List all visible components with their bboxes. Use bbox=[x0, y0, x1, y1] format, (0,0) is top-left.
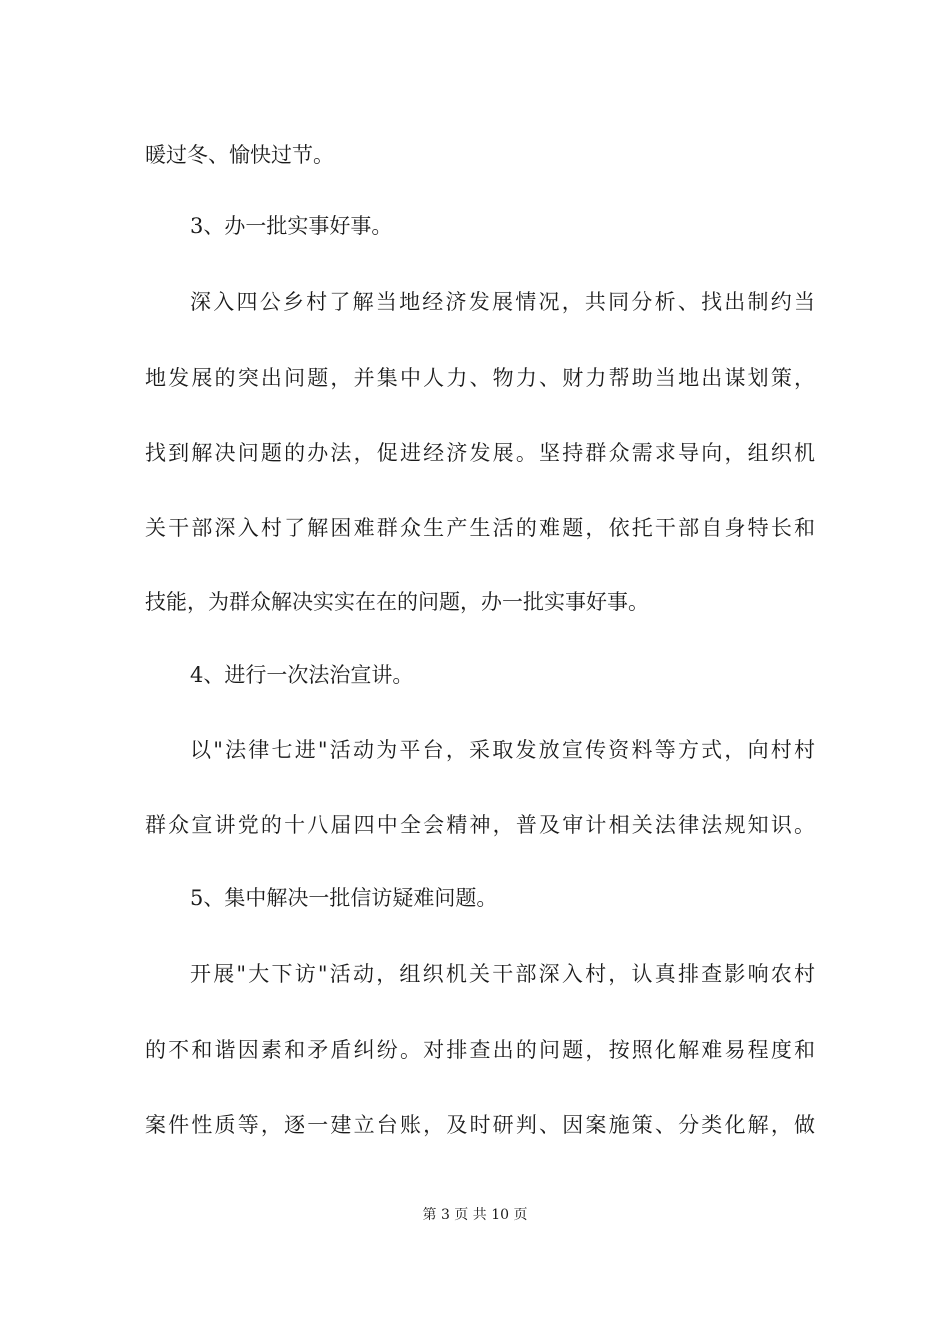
section-heading: 3、办一批实事好事。 bbox=[190, 214, 393, 238]
text-line: 关干部深入村了解困难群众生产生活的难题，依托干部自身特长和 bbox=[145, 516, 815, 540]
text-line: 案件性质等，逐一建立台账，及时研判、因案施策、分类化解，做 bbox=[145, 1113, 815, 1137]
text-line: 深入四公乡村了解当地经济发展情况，共同分析、找出制约当 bbox=[190, 290, 815, 314]
text-line: 技能，为群众解决实实在在的问题，办一批实事好事。 bbox=[145, 590, 649, 614]
text-line: 地发展的突出问题，并集中人力、物力、财力帮助当地出谋划策， bbox=[145, 366, 815, 390]
page-number-footer: 第 3 页 共 10 页 bbox=[422, 1207, 528, 1223]
text-line: 暖过冬、愉快过节。 bbox=[145, 143, 334, 167]
text-line: 找到解决问题的办法，促进经济发展。坚持群众需求导向，组织机 bbox=[145, 441, 815, 465]
text-line: 群众宣讲党的十八届四中全会精神，普及审计相关法律法规知识。 bbox=[145, 813, 815, 837]
text-line: 以"法律七进"活动为平台，采取发放宣传资料等方式，向村村 bbox=[190, 738, 815, 762]
text-line: 开展"大下访"活动，组织机关干部深入村，认真排查影响农村 bbox=[190, 962, 815, 986]
section-heading: 5、集中解决一批信访疑难问题。 bbox=[190, 886, 498, 910]
section-heading: 4、进行一次法治宣讲。 bbox=[190, 663, 414, 687]
text-line: 的不和谐因素和矛盾纠纷。对排查出的问题，按照化解难易程度和 bbox=[145, 1038, 815, 1062]
